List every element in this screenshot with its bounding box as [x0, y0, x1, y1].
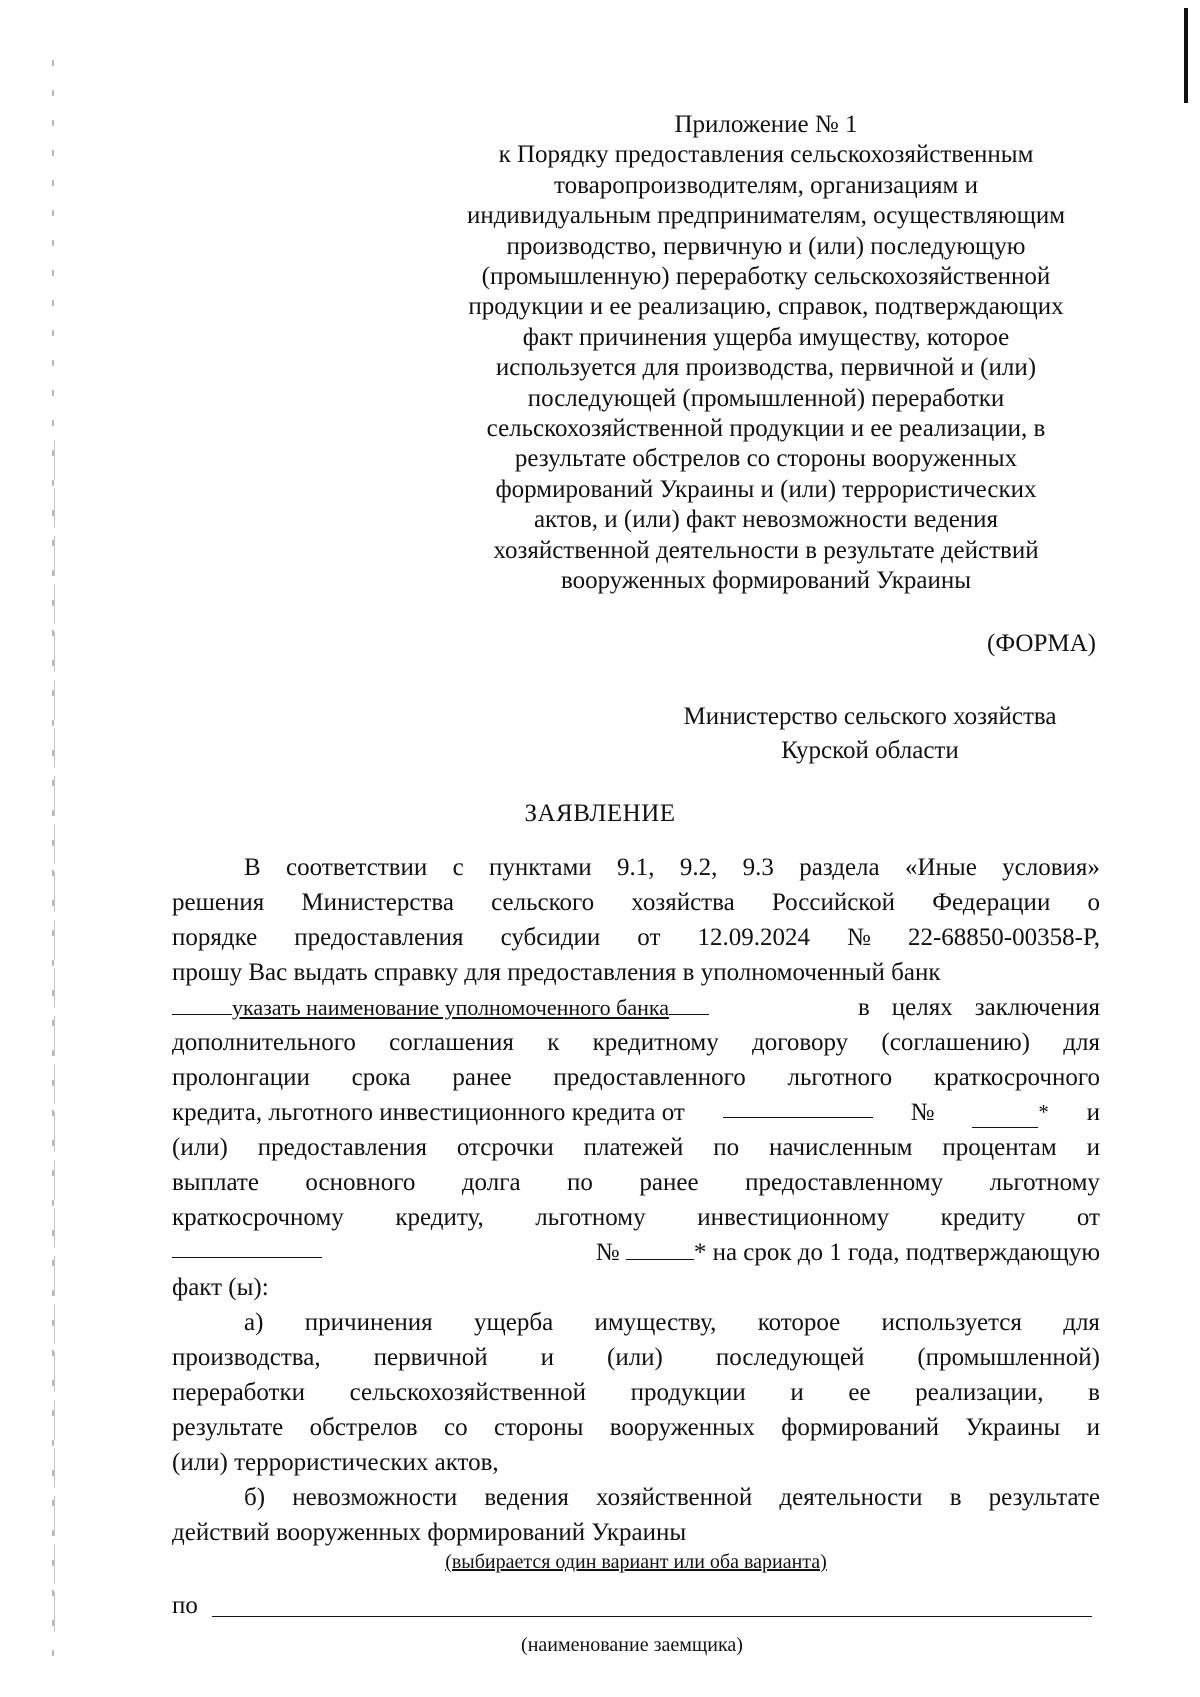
word: и [540, 1344, 554, 1371]
appendix-line: факт причинения ущерба имуществу, которое [522, 323, 1010, 351]
word: 9.3 [742, 854, 774, 881]
scan-edge-line [54, 440, 55, 1640]
word: 12.09.2024 [697, 924, 810, 951]
word: краткосрочному [172, 1204, 344, 1231]
word: хозяйства [631, 889, 735, 916]
word: переработки [172, 1379, 306, 1406]
word: имуществу, [594, 1309, 717, 1336]
word: дополнительного [172, 1029, 356, 1056]
body-text: прошу Вас выдать справку для предоставления в уполномоченный банк [172, 959, 941, 986]
word: соглашения [389, 1029, 514, 1056]
appendix-line: формирований Украины и (или) террористических [495, 475, 1037, 503]
word: кредитному [592, 1029, 719, 1056]
word: (промышленной) [917, 1344, 1100, 1371]
body-line [172, 990, 1100, 1025]
word: сельскохозяйственной [349, 1379, 587, 1406]
word: В [244, 854, 261, 881]
word: последующей [715, 1344, 865, 1371]
body-text: и [1086, 1099, 1100, 1126]
form-label: (ФОРМА) [987, 630, 1096, 657]
word: льготного [787, 1064, 893, 1091]
body-text [858, 990, 1100, 1025]
choice-hint: (выбирается один вариант или оба варианта) [445, 1551, 827, 1573]
word: по [713, 1134, 740, 1161]
word: с [452, 854, 464, 881]
appendix-line: хозяйственной деятельности в результате действий [493, 536, 1039, 564]
appendix-line: продукции и ее реализацию, справок, подтверждающих [468, 293, 1064, 321]
po-label: по [172, 1592, 198, 1619]
appendix-line: (промышленную) переработку сельскохозяйственной [481, 263, 1051, 291]
word: долга [461, 1169, 521, 1196]
borrower-line [172, 1592, 1092, 1622]
appendix-line: товаропроизводителям, организациям и [554, 171, 978, 199]
word: к [547, 1029, 560, 1056]
word: производства, [172, 1344, 321, 1371]
word: (соглашению) [881, 1029, 1031, 1056]
appendix-line: Приложение № 1 [674, 111, 858, 138]
word: о [1087, 889, 1100, 916]
number-sign: № [595, 1239, 620, 1266]
appendix-header [436, 110, 1096, 597]
word: формирований [781, 1414, 939, 1441]
appendix-line: результате обстрелов со стороны вооруженных [514, 445, 1018, 473]
word: и [1086, 1414, 1100, 1441]
credit-number-field-2[interactable] [626, 1237, 694, 1260]
word: целях [891, 994, 953, 1021]
appendix-line: производство, первичную и (или) последующую [506, 232, 1026, 260]
addressee [640, 700, 1100, 768]
word: 22-68850-00358-Р, [907, 924, 1100, 951]
word: продукции [630, 1379, 746, 1406]
document-title: ЗАЯВЛЕНИЕ [524, 800, 676, 827]
appendix-line: сельскохозяйственной продукции и ее реализации, в [486, 415, 1046, 443]
body-line [172, 955, 1100, 990]
appendix-line: актов, и (или) факт невозможности ведения [533, 506, 999, 534]
word: (или) [607, 1344, 663, 1371]
word: предоставления [294, 924, 464, 951]
word: кредиту [940, 1204, 1026, 1231]
word: первичной [373, 1344, 488, 1371]
word: результате [988, 1484, 1100, 1511]
word: результате [172, 1414, 284, 1441]
body-line [172, 850, 1100, 885]
word: Украины [965, 1414, 1061, 1441]
word: в [857, 994, 870, 1021]
word: соответствии [286, 854, 428, 881]
body-line [172, 1025, 1100, 1060]
borrower-name-field[interactable] [212, 1616, 1092, 1617]
word: а) [244, 1309, 264, 1336]
word: причинения [304, 1309, 433, 1336]
body-line [172, 1235, 1100, 1270]
word: б) [244, 1484, 266, 1511]
body-line [172, 1270, 1100, 1305]
body-line [172, 1480, 1100, 1515]
footnote-star: * [1038, 1100, 1049, 1124]
word: которое [757, 1309, 841, 1336]
word: отсрочки [456, 1134, 554, 1161]
word: для [1063, 1029, 1100, 1056]
word: 9.1, [616, 854, 655, 881]
body-line [172, 1445, 1100, 1480]
word: предоставленного [553, 1064, 746, 1091]
body-line [172, 1305, 1100, 1340]
scan-corner-mark [1184, 8, 1188, 103]
word: Российской [771, 889, 896, 916]
word: основного [305, 1169, 416, 1196]
body-line [172, 1200, 1100, 1235]
word: ведения [484, 1484, 569, 1511]
word: предоставленному [745, 1169, 944, 1196]
word: субсидии [500, 924, 601, 951]
word: в [949, 1484, 962, 1511]
word: платежей [583, 1134, 684, 1161]
word: Федерации [932, 889, 1051, 916]
word: невозможности [292, 1484, 458, 1511]
word: 9.2, [679, 854, 718, 881]
word: процентам [942, 1134, 1057, 1161]
word: деятельности [779, 1484, 923, 1511]
word: вооруженных [609, 1414, 755, 1441]
word: стороны [494, 1414, 584, 1441]
word: № [847, 924, 871, 951]
bank-name-field[interactable] [172, 990, 709, 1025]
word: договору [752, 1029, 849, 1056]
word: по [567, 1169, 593, 1196]
credit-number-field[interactable] [972, 1095, 1048, 1130]
word: раздела [799, 854, 880, 881]
appendix-line: используется для производства, первичной и (или) [495, 354, 1037, 382]
word: ранее [452, 1064, 512, 1091]
body-line [172, 920, 1100, 955]
appendix-line: к Порядку предоставления сельскохозяйственным [498, 141, 1034, 169]
word: порядке [172, 924, 258, 951]
statement-body [172, 850, 1100, 1578]
blank-line [972, 1105, 1038, 1128]
word: используется [881, 1309, 1022, 1336]
appendix-line: вооруженных формирований Украины [560, 567, 972, 595]
body-text: действий вооруженных формирований Украины [172, 1519, 687, 1546]
credit-date-field[interactable] [723, 1095, 873, 1118]
blank-line [669, 992, 709, 1015]
word: со [444, 1414, 468, 1441]
word: ущерба [474, 1309, 554, 1336]
word: условия» [1002, 854, 1100, 881]
blank-line [172, 992, 232, 1015]
body-line [172, 1095, 1100, 1130]
word: выплате [172, 1169, 259, 1196]
number-group [596, 1235, 1100, 1270]
body-line [172, 1130, 1100, 1165]
word: реализации, [915, 1379, 1044, 1406]
body-line [172, 885, 1100, 920]
appendix-line: последующей (промышленной) переработки [527, 384, 1005, 412]
borrower-caption: (наименование заемщика) [521, 1634, 743, 1656]
body-line [172, 1340, 1100, 1375]
word: от [637, 924, 661, 951]
word: заключения [974, 994, 1100, 1021]
addressee-line: Курской области [781, 737, 959, 764]
body-line [172, 1550, 1100, 1578]
word: инвестиционному [697, 1204, 890, 1231]
word: сельского [491, 889, 595, 916]
body-text: кредита, льготного инвестиционного кредита от [172, 1099, 685, 1126]
word: обстрелов [309, 1414, 418, 1441]
body-line [172, 1410, 1100, 1445]
body-line [172, 1515, 1100, 1550]
word: и [1086, 1134, 1100, 1161]
word: ее [848, 1379, 871, 1406]
word: Министерства [301, 889, 454, 916]
word: пунктами [489, 854, 592, 881]
word: предоставления [257, 1134, 427, 1161]
word: решения [172, 889, 265, 916]
bank-hint: указать наименование уполномоченного банка [232, 995, 669, 1020]
word: краткосрочного [933, 1064, 1100, 1091]
number-sign: № [910, 1099, 935, 1126]
body-line [172, 1375, 1100, 1410]
word: льготному [535, 1204, 646, 1231]
word: ранее [639, 1169, 699, 1196]
body-text: (или) террористических актов, [172, 1449, 499, 1476]
word: хозяйственной [596, 1484, 753, 1511]
word: начисленным [769, 1134, 913, 1161]
word: пролонгации [172, 1064, 310, 1091]
body-text: факт (ы): [172, 1274, 269, 1301]
word: и [790, 1379, 804, 1406]
credit-date-field-2[interactable] [172, 1235, 322, 1258]
word: в [1088, 1379, 1100, 1406]
word: срока [351, 1064, 411, 1091]
word: кредиту, [395, 1204, 484, 1231]
word: для [1063, 1309, 1100, 1336]
appendix-line: индивидуальным предпринимателям, осуществляющим [466, 202, 1066, 230]
body-text: * на срок до 1 года, подтверждающую [693, 1239, 1100, 1266]
body-line [172, 1165, 1100, 1200]
addressee-line: Министерство сельского хозяйства [683, 703, 1057, 730]
word: (или) [172, 1134, 228, 1161]
word: «Иные [904, 854, 977, 881]
word: от [1076, 1204, 1100, 1231]
word: льготному [989, 1169, 1100, 1196]
body-line [172, 1060, 1100, 1095]
